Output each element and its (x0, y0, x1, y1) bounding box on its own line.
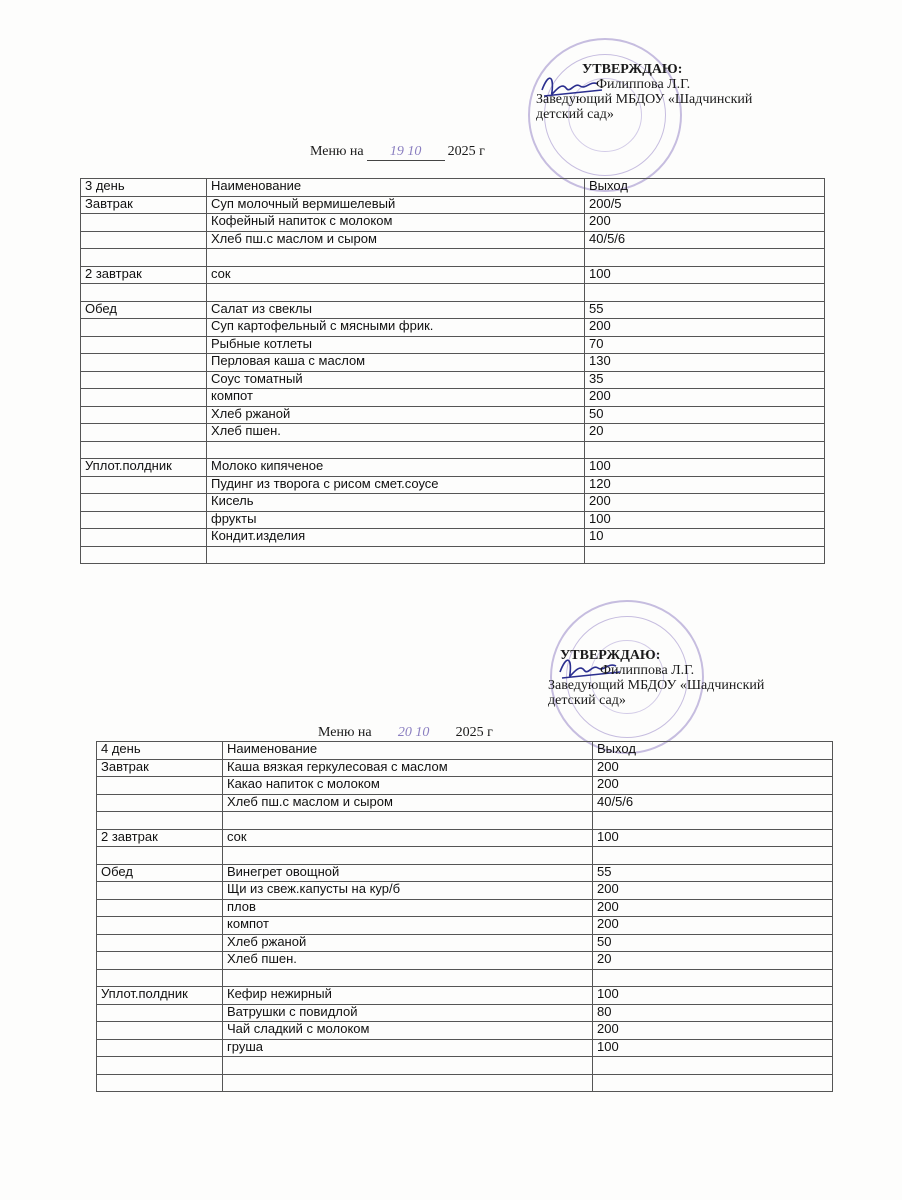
dish-cell (223, 969, 593, 987)
approver-position-cont: детский сад» (548, 693, 626, 708)
portion-cell (585, 249, 825, 267)
portion-cell: 55 (593, 864, 833, 882)
meal-cell (81, 249, 207, 267)
portion-cell: 200 (585, 389, 825, 407)
table-row (81, 389, 825, 407)
meal-cell: Завтрак (97, 759, 223, 777)
dish-cell: плов (223, 899, 593, 917)
dish-cell: Кондит.изделия (207, 529, 585, 547)
table-row (81, 406, 825, 424)
meal-cell (97, 1074, 223, 1092)
table-row (97, 812, 833, 830)
table-row (97, 987, 833, 1005)
portion-cell: 20 (585, 424, 825, 442)
dish-cell: сок (207, 266, 585, 284)
portion-cell: 200 (593, 1022, 833, 1040)
portion-cell (593, 812, 833, 830)
portion-cell: 100 (585, 266, 825, 284)
portion-cell: 100 (593, 987, 833, 1005)
meal-cell (81, 406, 207, 424)
meal-cell (97, 917, 223, 935)
meal-cell (81, 389, 207, 407)
meal-cell (81, 319, 207, 337)
portion-cell: 200 (593, 759, 833, 777)
meal-cell (97, 899, 223, 917)
dish-cell: Хлеб пшен. (223, 952, 593, 970)
dish-cell: Каша вязкая геркулесовая с маслом (223, 759, 593, 777)
portion-cell: 40/5/6 (593, 794, 833, 812)
table-row (81, 511, 825, 529)
table-row (97, 1074, 833, 1092)
table-row (81, 441, 825, 459)
table-row (97, 1057, 833, 1075)
meal-cell (97, 952, 223, 970)
meal-cell (97, 1057, 223, 1075)
portion-cell: 100 (593, 829, 833, 847)
dish-cell: Винегрет овощной (223, 864, 593, 882)
table-row (97, 847, 833, 865)
table-row (81, 371, 825, 389)
menu-prefix: Меню на (310, 144, 364, 159)
dish-cell (223, 1074, 593, 1092)
meal-cell (97, 1022, 223, 1040)
table-row (81, 476, 825, 494)
name-header: Наименование (207, 179, 585, 197)
meal-cell (81, 336, 207, 354)
meal-cell (97, 1039, 223, 1057)
portion-cell: 100 (593, 1039, 833, 1057)
approver-name: Филиппова Л.Г. (600, 663, 695, 678)
portion-cell: 50 (593, 934, 833, 952)
meal-cell (97, 969, 223, 987)
menu-year: 2025 г (455, 725, 493, 740)
meal-cell: Уплот.полдник (81, 459, 207, 477)
portion-cell (585, 546, 825, 564)
table-row (97, 1039, 833, 1057)
meal-cell (81, 441, 207, 459)
portion-cell: 200 (593, 899, 833, 917)
portion-cell (585, 284, 825, 302)
portion-cell: 80 (593, 1004, 833, 1022)
menu-date: 19 10 (367, 144, 445, 161)
meal-cell (97, 777, 223, 795)
meal-cell: 2 завтрак (97, 829, 223, 847)
dish-cell: Чай сладкий с молоком (223, 1022, 593, 1040)
table-row (81, 319, 825, 337)
meal-cell (97, 1004, 223, 1022)
meal-cell (81, 529, 207, 547)
meal-cell: Уплот.полдник (97, 987, 223, 1005)
table-row (97, 759, 833, 777)
dish-cell: Кефир нежирный (223, 987, 593, 1005)
day-header: 3 день (81, 179, 207, 197)
dish-cell (223, 812, 593, 830)
menu-heading (318, 725, 493, 742)
dish-cell: Суп молочный вермишелевый (207, 196, 585, 214)
meal-cell (81, 546, 207, 564)
table-row (97, 777, 833, 795)
approver-position-cont: детский сад» (536, 107, 614, 122)
portion-cell: 200 (593, 917, 833, 935)
table-row (81, 284, 825, 302)
portion-cell (593, 1057, 833, 1075)
portion-header: Выход (593, 742, 833, 760)
table-row (81, 196, 825, 214)
portion-cell: 50 (585, 406, 825, 424)
menu-prefix: Меню на (318, 725, 372, 740)
table-row (81, 249, 825, 267)
portion-cell (593, 969, 833, 987)
portion-cell: 200/5 (585, 196, 825, 214)
meal-cell (97, 882, 223, 900)
table-row (97, 917, 833, 935)
approver-name: Филиппова Л.Г. (596, 77, 691, 92)
meal-cell: Завтрак (81, 196, 207, 214)
portion-cell: 200 (585, 494, 825, 512)
dish-cell: Соус томатный (207, 371, 585, 389)
dish-cell: Рыбные котлеты (207, 336, 585, 354)
approval-title: УТВЕРЖДАЮ: (560, 648, 661, 663)
dish-cell: Хлеб пш.с маслом и сыром (223, 794, 593, 812)
table-row (97, 969, 833, 987)
table-row (81, 546, 825, 564)
dish-cell: Ватрушки с повидлой (223, 1004, 593, 1022)
dish-cell: компот (223, 917, 593, 935)
portion-cell: 130 (585, 354, 825, 372)
portion-cell: 100 (585, 511, 825, 529)
approval-title: УТВЕРЖДАЮ: (582, 62, 683, 77)
table-row (81, 336, 825, 354)
table-row (81, 459, 825, 477)
dish-cell: фрукты (207, 511, 585, 529)
dish-cell: Какао напиток с молоком (223, 777, 593, 795)
meal-cell (97, 794, 223, 812)
menu-table (96, 741, 833, 1092)
table-row (81, 231, 825, 249)
portion-cell: 200 (593, 882, 833, 900)
portion-cell (585, 441, 825, 459)
portion-cell: 100 (585, 459, 825, 477)
portion-cell (593, 1074, 833, 1092)
table-row (97, 829, 833, 847)
portion-cell: 200 (585, 214, 825, 232)
dish-cell: Хлеб ржаной (223, 934, 593, 952)
approver-position: Заведующий МБДОУ «Шадчинский (536, 92, 753, 107)
meal-cell (81, 371, 207, 389)
meal-cell: Обед (97, 864, 223, 882)
meal-cell: Обед (81, 301, 207, 319)
dish-cell: компот (207, 389, 585, 407)
portion-header: Выход (585, 179, 825, 197)
table-row (97, 899, 833, 917)
day-header: 4 день (97, 742, 223, 760)
table-row (97, 1022, 833, 1040)
table-row (97, 952, 833, 970)
name-header: Наименование (223, 742, 593, 760)
portion-cell: 35 (585, 371, 825, 389)
dish-cell: Суп картофельный с мясными фрик. (207, 319, 585, 337)
dish-cell (223, 1057, 593, 1075)
portion-cell: 70 (585, 336, 825, 354)
dish-cell: Хлеб пш.с маслом и сыром (207, 231, 585, 249)
table-row (81, 266, 825, 284)
dish-cell: Щи из свеж.капусты на кур/б (223, 882, 593, 900)
menu-table (80, 178, 825, 564)
table-row (97, 934, 833, 952)
meal-cell (97, 812, 223, 830)
dish-cell (207, 284, 585, 302)
meal-cell: 2 завтрак (81, 266, 207, 284)
table-row (97, 864, 833, 882)
dish-cell: Пудинг из творога с рисом смет.соусе (207, 476, 585, 494)
portion-cell: 10 (585, 529, 825, 547)
approval-block (548, 648, 764, 708)
meal-cell (97, 847, 223, 865)
dish-cell (207, 441, 585, 459)
dish-cell (207, 249, 585, 267)
dish-cell (223, 847, 593, 865)
portion-cell: 200 (585, 319, 825, 337)
dish-cell: груша (223, 1039, 593, 1057)
dish-cell (207, 546, 585, 564)
table-header-row (97, 742, 833, 760)
table-row (97, 1004, 833, 1022)
dish-cell: Хлеб ржаной (207, 406, 585, 424)
dish-cell: Кофейный напиток с молоком (207, 214, 585, 232)
meal-cell (81, 494, 207, 512)
table-row (81, 529, 825, 547)
meal-cell (81, 214, 207, 232)
dish-cell: Молоко кипяченое (207, 459, 585, 477)
dish-cell: Хлеб пшен. (207, 424, 585, 442)
portion-cell: 40/5/6 (585, 231, 825, 249)
table-row (97, 794, 833, 812)
dish-cell: Салат из свеклы (207, 301, 585, 319)
meal-cell (81, 476, 207, 494)
table-row (81, 301, 825, 319)
menu-date: 20 10 (375, 725, 453, 742)
portion-cell: 120 (585, 476, 825, 494)
table-row (97, 882, 833, 900)
portion-cell (593, 847, 833, 865)
dish-cell: Перловая каша с маслом (207, 354, 585, 372)
table-row (81, 214, 825, 232)
table-row (81, 494, 825, 512)
meal-cell (81, 354, 207, 372)
dish-cell: сок (223, 829, 593, 847)
portion-cell: 200 (593, 777, 833, 795)
table-header-row (81, 179, 825, 197)
table-row (81, 424, 825, 442)
portion-cell: 20 (593, 952, 833, 970)
meal-cell (97, 934, 223, 952)
meal-cell (81, 284, 207, 302)
approval-block (536, 62, 752, 122)
portion-cell: 55 (585, 301, 825, 319)
meal-cell (81, 511, 207, 529)
menu-year: 2025 г (447, 144, 485, 159)
table-row (81, 354, 825, 372)
approver-position: Заведующий МБДОУ «Шадчинский (548, 678, 765, 693)
menu-heading (310, 144, 485, 161)
dish-cell: Кисель (207, 494, 585, 512)
meal-cell (81, 231, 207, 249)
meal-cell (81, 424, 207, 442)
